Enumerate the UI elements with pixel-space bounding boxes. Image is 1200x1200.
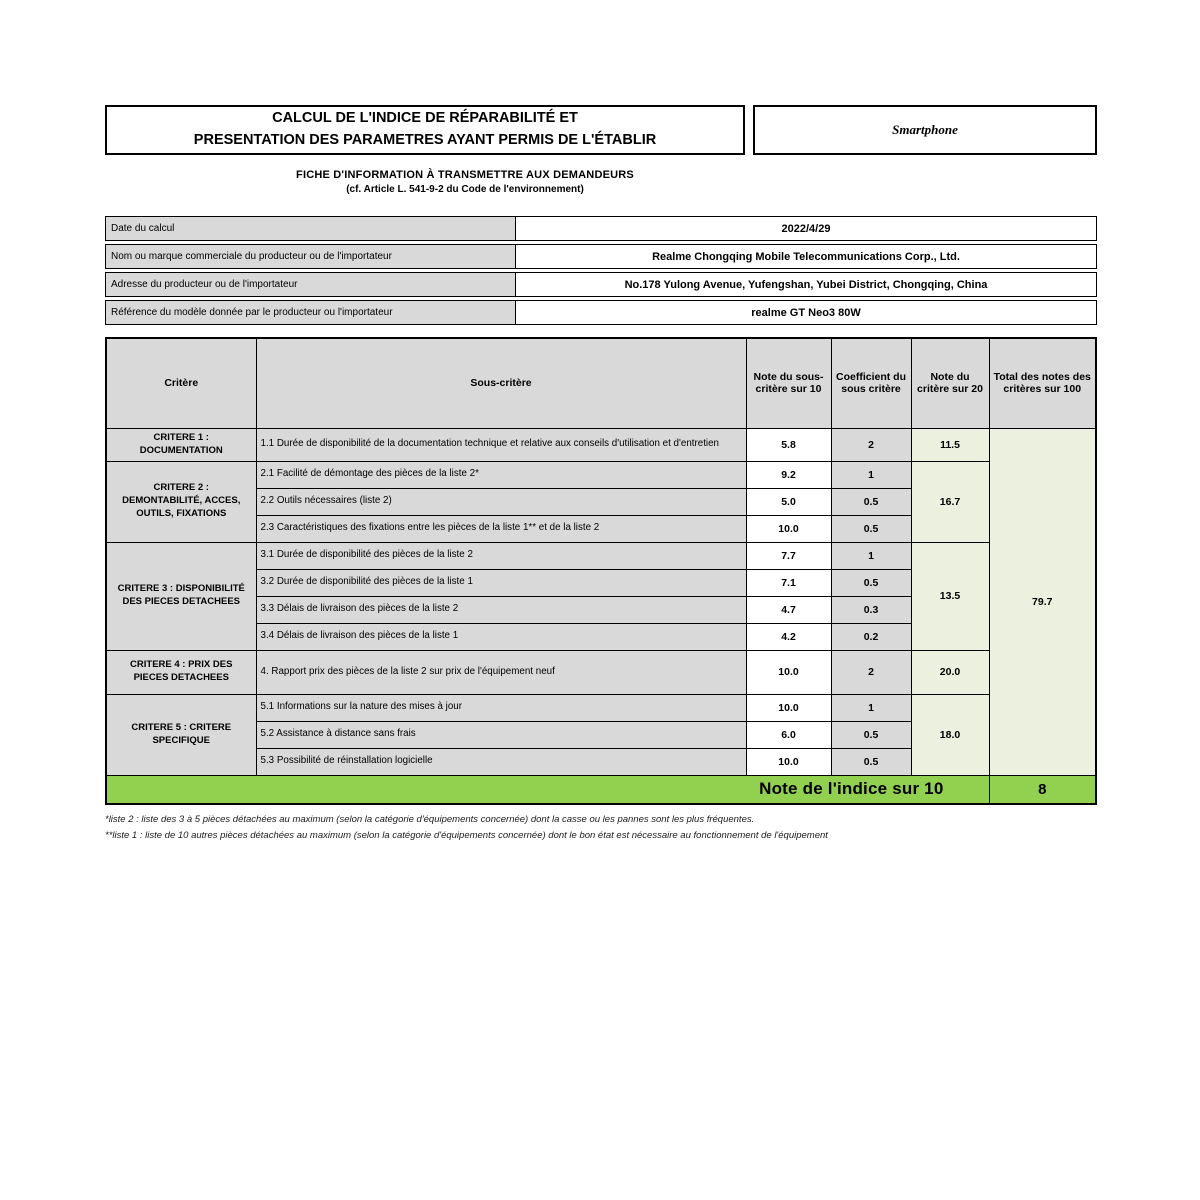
subcriterion-label: 4. Rapport prix des pièces de la liste 2 sur prix de l'équipement neuf <box>256 650 746 694</box>
table-row <box>106 461 1096 488</box>
subcriterion-coefficient: 1 <box>831 694 911 721</box>
info-label-producer-address: Adresse du producteur ou de l'importateur <box>106 273 516 296</box>
criteria-table-header <box>106 338 1096 428</box>
criterion-score: 18.0 <box>911 694 989 775</box>
category-box <box>753 105 1097 155</box>
index-label: Note de l'indice sur 10 <box>106 775 989 804</box>
subcriterion-score: 5.8 <box>746 428 831 461</box>
subcriterion-label: 3.3 Délais de livraison des pièces de la liste 2 <box>256 596 746 623</box>
document-header <box>105 105 1097 155</box>
info-value-model-reference: realme GT Neo3 80W <box>751 306 861 319</box>
footnote-liste1: **liste 1 : liste de 10 autres pièces détachées au maximum (selon la catégorie d'équipements concernée) dont le bon état est nécessaire au fonctionnement de l'équipement <box>105 829 828 841</box>
index-row <box>106 775 1096 804</box>
subcriterion-label: 2.3 Caractéristiques des fixations entre les pièces de la liste 1** et de la liste 2 <box>256 515 746 542</box>
subcriterion-score: 7.1 <box>746 569 831 596</box>
index-value: 8 <box>989 775 1096 804</box>
column-header-note-critere: Note du critère sur 20 <box>911 338 989 428</box>
subcriterion-score: 4.2 <box>746 623 831 650</box>
subcriterion-score: 7.7 <box>746 542 831 569</box>
subcriterion-label: 3.1 Durée de disponibilité des pièces de la liste 2 <box>256 542 746 569</box>
subcriterion-score: 10.0 <box>746 748 831 775</box>
criteria-table <box>105 337 1097 805</box>
subcriterion-label: 5.2 Assistance à distance sans frais <box>256 721 746 748</box>
criterion-label: CRITERE 3 : DISPONIBILITÉ DES PIECES DETACHEES <box>106 542 256 650</box>
column-header-critere: Critère <box>106 338 256 428</box>
info-label-date: Date du calcul <box>106 217 516 240</box>
table-row <box>106 694 1096 721</box>
subcriterion-coefficient: 0.5 <box>831 488 911 515</box>
subcriterion-score: 4.7 <box>746 596 831 623</box>
subcriterion-coefficient: 0.5 <box>831 748 911 775</box>
subcriterion-score: 9.2 <box>746 461 831 488</box>
subcriterion-score: 10.0 <box>746 694 831 721</box>
title-line2: PRESENTATION DES PARAMETRES AYANT PERMIS DE L'ÉTABLIR <box>193 132 657 148</box>
subcriterion-label: 2.1 Facilité de démontage des pièces de la liste 2* <box>256 461 746 488</box>
info-value-date: 2022/4/29 <box>781 222 831 235</box>
footnote-liste2: *liste 2 : liste des 3 à 5 pièces détachées au maximum (selon la catégorie d'équipements concernée) dont la casse ou les pannes sont les plus fréquentes. <box>105 814 755 825</box>
column-header-total: Total des notes des critères sur 100 <box>989 338 1096 428</box>
subcriterion-label: 5.3 Possibilité de réinstallation logicielle <box>256 748 746 775</box>
subcriterion-label: 2.2 Outils nécessaires (liste 2) <box>256 488 746 515</box>
subcriterion-label: 3.4 Délais de livraison des pièces de la liste 1 <box>256 623 746 650</box>
category-label: Smartphone <box>892 122 958 137</box>
criterion-label: CRITERE 2 : DEMONTABILITÉ, ACCES, OUTILS, FIXATIONS <box>106 461 256 542</box>
info-label-producer-name: Nom ou marque commerciale du producteur ou de l'importateur <box>106 245 516 268</box>
column-header-coefficient: Coefficient du sous critère <box>831 338 911 428</box>
subcriterion-coefficient: 0.2 <box>831 623 911 650</box>
subtitle <box>105 169 825 195</box>
info-value-producer-address: No.178 Yulong Avenue, Yufengshan, Yubei District, Chongqing, China <box>624 278 988 291</box>
footnotes <box>105 812 1097 843</box>
total-score: 79.7 <box>989 428 1096 775</box>
subcriterion-score: 5.0 <box>746 488 831 515</box>
info-row-producer-name <box>105 244 1097 269</box>
criterion-label: CRITERE 4 : PRIX DES PIECES DETACHEES <box>106 650 256 694</box>
table-row <box>106 650 1096 694</box>
title-line1: CALCUL DE L'INDICE DE RÉPARABILITÉ ET <box>272 110 578 127</box>
subcriterion-coefficient: 0.3 <box>831 596 911 623</box>
column-header-sous-critere: Sous-critère <box>256 338 746 428</box>
subcriterion-coefficient: 0.5 <box>831 721 911 748</box>
subcriterion-score: 6.0 <box>746 721 831 748</box>
subcriterion-label: 3.2 Durée de disponibilité des pièces de la liste 1 <box>256 569 746 596</box>
subcriterion-coefficient: 2 <box>831 650 911 694</box>
criteria-table-body <box>106 428 1096 775</box>
title-box <box>105 105 745 155</box>
info-value-producer-name: Realme Chongqing Mobile Telecommunications Corp., Ltd. <box>652 250 960 263</box>
subtitle-line2: (cf. Article L. 541-9-2 du Code de l'environnement) <box>346 184 584 195</box>
info-row-date <box>105 216 1097 241</box>
subcriterion-coefficient: 0.5 <box>831 569 911 596</box>
criterion-score: 13.5 <box>911 542 989 650</box>
table-row <box>106 428 1096 461</box>
criterion-score: 20.0 <box>911 650 989 694</box>
subcriterion-score: 10.0 <box>746 650 831 694</box>
subcriterion-label: 5.1 Informations sur la nature des mises à jour <box>256 694 746 721</box>
table-row <box>106 542 1096 569</box>
info-label-model-reference: Référence du modèle donnée par le producteur ou l'importateur <box>106 301 516 324</box>
subcriterion-score: 10.0 <box>746 515 831 542</box>
criterion-label: CRITERE 1 : DOCUMENTATION <box>106 428 256 461</box>
producer-info <box>105 216 1097 325</box>
column-header-note-sous-critere: Note du sous-critère sur 10 <box>746 338 831 428</box>
subcriterion-coefficient: 1 <box>831 461 911 488</box>
subcriterion-coefficient: 0.5 <box>831 515 911 542</box>
criterion-score: 16.7 <box>911 461 989 542</box>
info-row-model-reference <box>105 300 1097 325</box>
criterion-score: 11.5 <box>911 428 989 461</box>
subtitle-line1: FICHE D'INFORMATION À TRANSMETTRE AUX DEMANDEURS <box>296 169 634 181</box>
subcriterion-coefficient: 1 <box>831 542 911 569</box>
criterion-label: CRITERE 5 : CRITERE SPECIFIQUE <box>106 694 256 775</box>
subcriterion-coefficient: 2 <box>831 428 911 461</box>
info-row-producer-address <box>105 272 1097 297</box>
subcriterion-label: 1.1 Durée de disponibilité de la documentation technique et relative aux conseils d'utilisation et d'entretien <box>256 428 746 461</box>
